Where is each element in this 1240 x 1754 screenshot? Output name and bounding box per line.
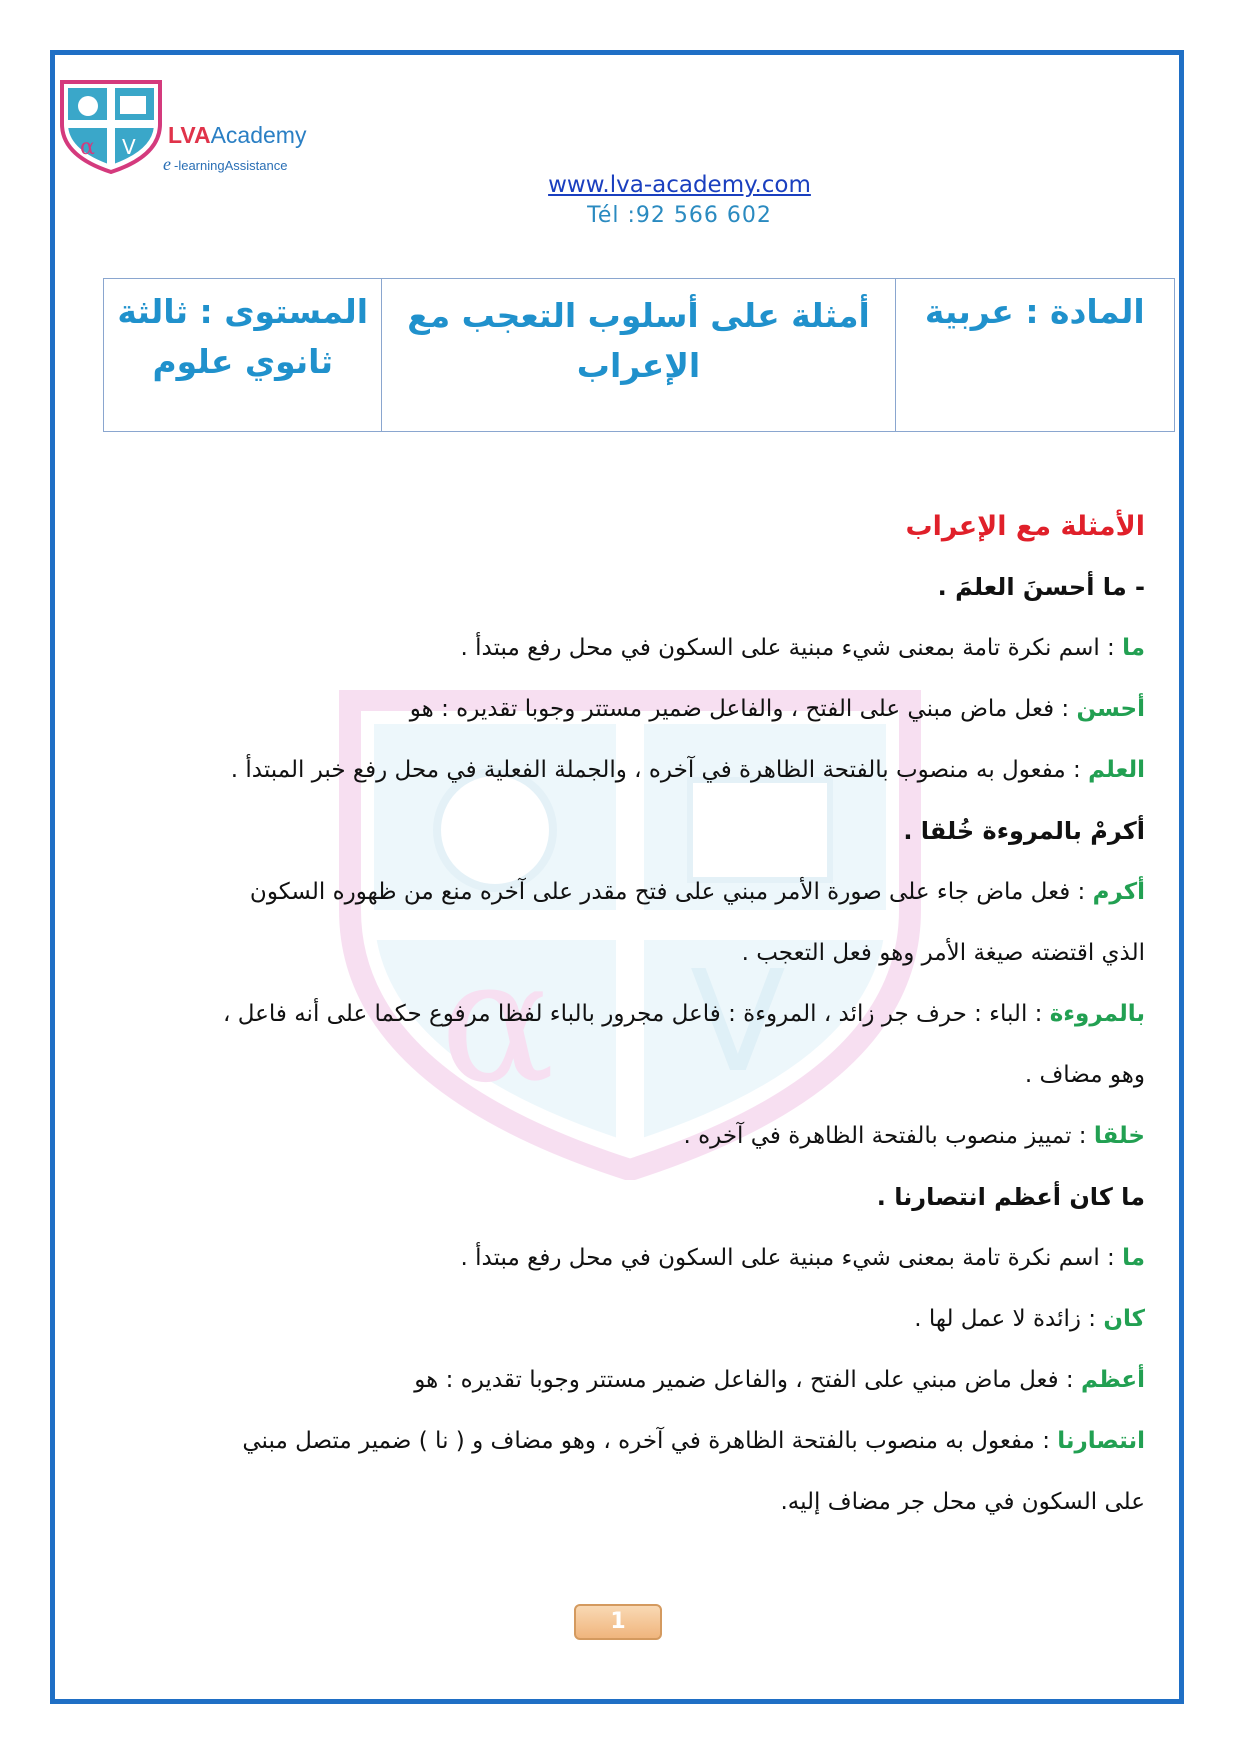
analysis-continuation: [120, 1472, 1145, 1533]
analysis-term: العلم: [1088, 757, 1145, 783]
title-cell: أمثلة على أسلوب التعجب مع الإعراب: [382, 279, 895, 431]
analysis-line: [120, 862, 1145, 923]
analysis-line: [120, 1228, 1145, 1289]
analysis-line: [120, 1289, 1145, 1350]
analysis-text: أكرمْ بالمروءة خُلقا .: [903, 817, 1145, 845]
academy-shield-logo-icon: [58, 78, 164, 174]
svg-text:α: α: [440, 923, 555, 1121]
example-sentence: [120, 801, 1145, 862]
analysis-term: ما: [1122, 1245, 1145, 1271]
info-table: [103, 278, 1175, 432]
svg-text:α: α: [80, 135, 95, 160]
analysis-term: ما: [1122, 635, 1145, 661]
analysis-line: [120, 1106, 1145, 1167]
analysis-text: : مفعول به منصوب بالفتحة الظاهرة في آخره ، وهو مضاف و ( نا ) ضمير متصل مبني: [242, 1428, 1058, 1454]
section-heading: الأمثلة مع الإعراب: [905, 511, 1145, 542]
analysis-line: [120, 740, 1145, 801]
logo-tagline-e: e: [163, 154, 171, 174]
svg-text:V: V: [122, 135, 136, 159]
analysis-continuation: [120, 923, 1145, 984]
example-sentence: [120, 1167, 1145, 1228]
analysis-line: [120, 679, 1145, 740]
subject-cell: المادة : عربية: [924, 292, 1145, 331]
analysis-text: : زائدة لا عمل لها .: [914, 1306, 1104, 1332]
example-sentence: [120, 557, 1145, 618]
phone-number: Tél :92 566 602: [587, 203, 772, 228]
analysis-term: خلقا: [1093, 1123, 1145, 1149]
logo-brand: [168, 122, 306, 149]
analysis-term: أحسن: [1076, 696, 1145, 722]
analysis-term: كان: [1103, 1306, 1145, 1332]
level-cell: المستوى : ثالثة ثانوي علوم: [104, 279, 382, 431]
analysis-line: [120, 618, 1145, 679]
analysis-line: [120, 984, 1145, 1045]
logo-brand-blue: Academy: [210, 122, 307, 148]
analysis-text: على السكون في محل جر مضاف إليه.: [780, 1489, 1145, 1515]
analysis-line: [120, 1350, 1145, 1411]
analysis-continuation: [120, 1045, 1145, 1106]
logo-brand-red: LVA: [168, 122, 211, 148]
analysis-term: انتصارنا: [1057, 1428, 1145, 1454]
analysis-text: : تمييز منصوب بالفتحة الظاهرة في آخره .: [683, 1123, 1094, 1149]
analysis-term: بالمروءة: [1049, 1001, 1145, 1027]
page-number: 1: [574, 1604, 662, 1640]
analysis-text: وهو مضاف .: [1024, 1062, 1145, 1088]
analysis-text: : فعل ماض مبني على الفتح ، والفاعل ضمير مستتر وجوبا تقديره : هو: [414, 1367, 1081, 1393]
examples-lines: [120, 557, 1145, 1533]
analysis-text: - ما أحسنَ العلمَ .: [937, 573, 1145, 601]
analysis-text: الذي اقتضته صيغة الأمر وهو فعل التعجب .: [741, 940, 1145, 966]
analysis-text: : اسم نكرة تامة بمعنى شيء مبنية على السكون في محل رفع مبتدأ .: [460, 635, 1123, 661]
analysis-line: [120, 1411, 1145, 1472]
analysis-text: ما كان أعظم انتصارنا .: [876, 1183, 1145, 1211]
analysis-term: أكرم: [1092, 879, 1145, 905]
analysis-text: : الباء : حرف جر زائد ، المروءة : فاعل مجرور بالباء لفظا مرفوع حكما على أنه فاعل ،: [223, 1001, 1050, 1027]
analysis-text: : مفعول به منصوب بالفتحة الظاهرة في آخره ، والجملة الفعلية في محل رفع خبر المبتدأ .: [230, 757, 1089, 783]
logo-tagline-text: -learningAssistance: [174, 158, 288, 173]
svg-text:V: V: [690, 941, 786, 1104]
website-link[interactable]: www.lva-academy.com: [548, 172, 811, 198]
examples-content: [120, 496, 1145, 1533]
analysis-text: : فعل ماض جاء على صورة الأمر مبني على فتح مقدر على آخره منع من ظهوره السكون: [249, 879, 1093, 905]
analysis-text: : فعل ماض مبني على الفتح ، والفاعل ضمير مستتر وجوبا تقديره : هو: [409, 696, 1077, 722]
analysis-term: أعظم: [1080, 1367, 1145, 1393]
analysis-text: : اسم نكرة تامة بمعنى شيء مبنية على السكون في محل رفع مبتدأ .: [460, 1245, 1123, 1271]
